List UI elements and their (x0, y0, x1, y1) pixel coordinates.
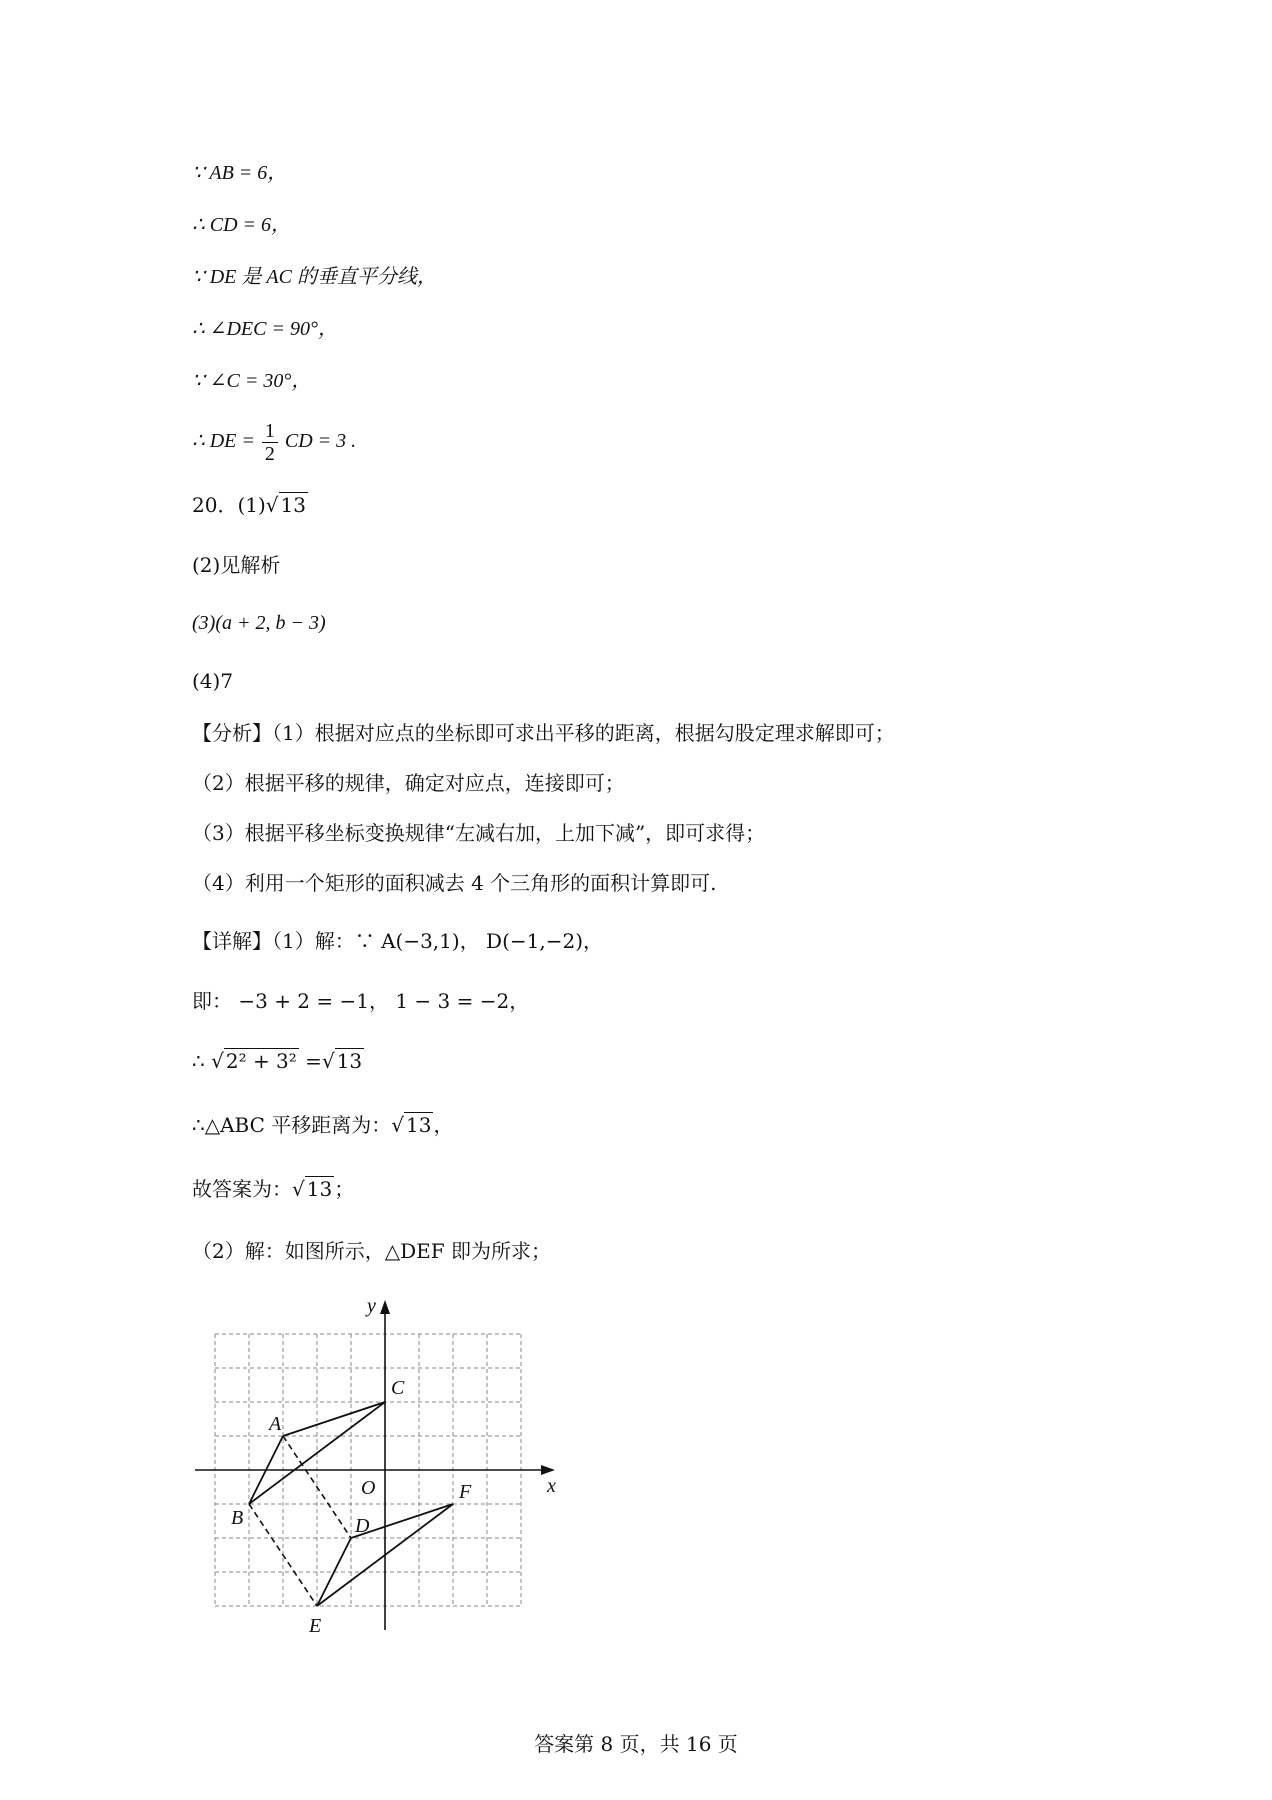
solution-line: ∴ CD = 6， (192, 214, 292, 236)
solution-line: ∵ ∠C = 30°， (192, 370, 312, 392)
triangle-side (283, 1402, 385, 1436)
coordinate-figure (180, 1280, 580, 1640)
point-label: F (459, 1481, 472, 1503)
analysis-1: 【分析】（1）根据对应点的坐标即可求出平移的距离，根据勾股定理求解即可； (192, 721, 895, 745)
analysis-3: （3）根据平移坐标变换规律“左减右加，上加下减”，即可求得； (192, 821, 766, 845)
q20-answer-1: 20．(1)√ 13 (192, 493, 306, 517)
detail-5: 故答案为：√ 13 ； (192, 1177, 355, 1201)
analysis-4: （4）利用一个矩形的面积减去 4 个三角形的面积计算即可. (192, 871, 717, 895)
solution-line: ∵ DE 是 AC 的垂直平分线， (192, 266, 437, 288)
fraction-half: $\frac{1}{2}$ (262, 420, 278, 465)
de-equation: ∴ DE = $\frac{1}{2}$ CD = 3 . (192, 420, 357, 465)
analysis-2: （2）根据平移的规律，确定对应点，连接即可； (192, 771, 625, 795)
detail-3: ∴ √ 2² + 3² =√ 13 (192, 1049, 363, 1073)
solution-line: ∴ ∠DEC = 90°， (192, 318, 338, 340)
y-axis-arrow-icon (380, 1300, 390, 1314)
q20-answer-3: (3)(a + 2, b − 3) (192, 612, 326, 634)
detail-6: （2）解：如图所示，△DEF 即为所求； (192, 1239, 551, 1263)
point-label: C (391, 1377, 405, 1399)
q20-answer-4: (4)7 (192, 669, 234, 693)
page-footer: 答案第 8 页，共 16 页 (534, 1732, 738, 1756)
origin-label: O (361, 1477, 376, 1499)
point-label: A (269, 1413, 282, 1435)
solution-line: ∵ AB = 6， (192, 162, 288, 184)
point-label: D (355, 1515, 370, 1537)
q20-answer-2: (2)见解析 (192, 553, 281, 577)
point-label: E (309, 1615, 322, 1637)
detail-1: 【详解】（1）解：∵ A(−3,1)， D(−1,−2)， (192, 929, 604, 953)
detail-4: ∴△ABC 平移距离为：√ 13 ， (192, 1113, 454, 1137)
point-label: B (231, 1507, 244, 1529)
x-axis-label: x (547, 1475, 556, 1497)
detail-2: 即： −3 + 2 = −1， 1 − 3 = −2， (192, 989, 530, 1013)
x-axis-arrow-icon (541, 1465, 555, 1475)
dashed-segment (283, 1436, 351, 1538)
y-axis-label: y (367, 1295, 376, 1317)
